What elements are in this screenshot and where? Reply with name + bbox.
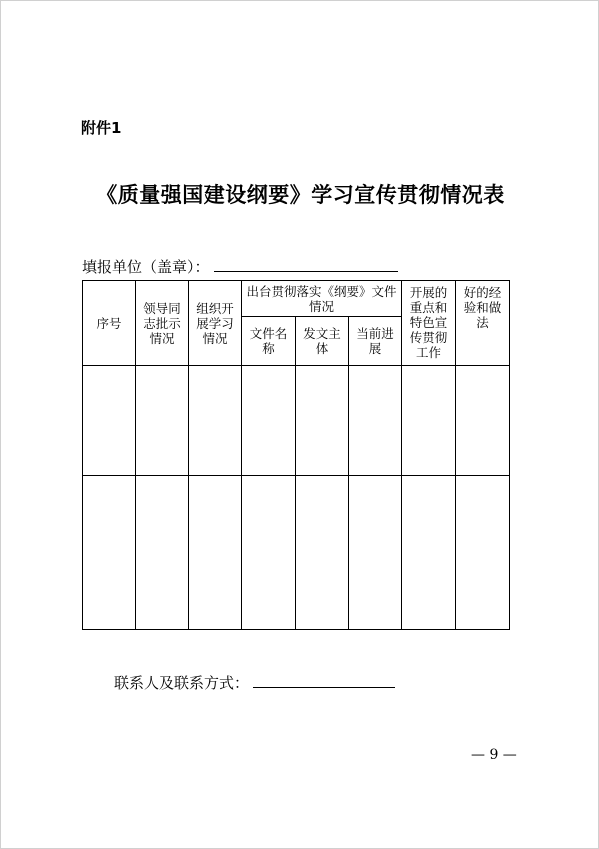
header-focus-work: 开展的重点和特色宣传贯彻工作 (402, 281, 456, 366)
header-issue-documents: 出台贯彻落实《纲要》文件情况 (242, 281, 402, 317)
header-org-study: 组织开展学习情况 (189, 281, 242, 366)
table-cell[interactable] (402, 366, 456, 476)
contact-blank-line (253, 673, 395, 688)
table-header-row-top (83, 281, 510, 317)
fill-unit-field (82, 256, 398, 277)
table-cell[interactable] (83, 366, 136, 476)
header-seq: 序号 (83, 281, 136, 366)
contact-label: 联系人及联系方式： (114, 674, 250, 692)
header-experience: 好的经验和做法 (456, 281, 510, 366)
table-cell[interactable] (189, 476, 242, 630)
table-cell[interactable] (242, 476, 296, 630)
document-title: 《质量强国建设纲要》学习宣传贯彻情况表 (96, 182, 505, 207)
table-cell[interactable] (456, 366, 510, 476)
status-table (82, 280, 510, 630)
table-cell[interactable] (349, 366, 402, 476)
page-number: — 9 — (471, 747, 517, 763)
table-cell[interactable] (83, 476, 136, 630)
table-row (83, 366, 510, 476)
table-cell[interactable] (349, 476, 402, 630)
table-cell[interactable] (136, 366, 189, 476)
fill-unit-label: 填报单位（盖章）： (82, 258, 210, 276)
table-cell[interactable] (456, 476, 510, 630)
table-cell[interactable] (296, 366, 349, 476)
header-issuer: 发文主体 (296, 317, 349, 366)
header-leader-instructions: 领导同志批示情况 (136, 281, 189, 366)
header-progress: 当前进展 (349, 317, 402, 366)
table-cell[interactable] (296, 476, 349, 630)
table-cell[interactable] (242, 366, 296, 476)
table-cell[interactable] (136, 476, 189, 630)
header-doc-name: 文件名称 (242, 317, 296, 366)
contact-field (114, 672, 395, 693)
table-row (83, 476, 510, 630)
attachment-label: 附件1 (81, 119, 122, 137)
table-cell[interactable] (402, 476, 456, 630)
table-cell[interactable] (189, 366, 242, 476)
fill-unit-blank-line (214, 257, 398, 272)
